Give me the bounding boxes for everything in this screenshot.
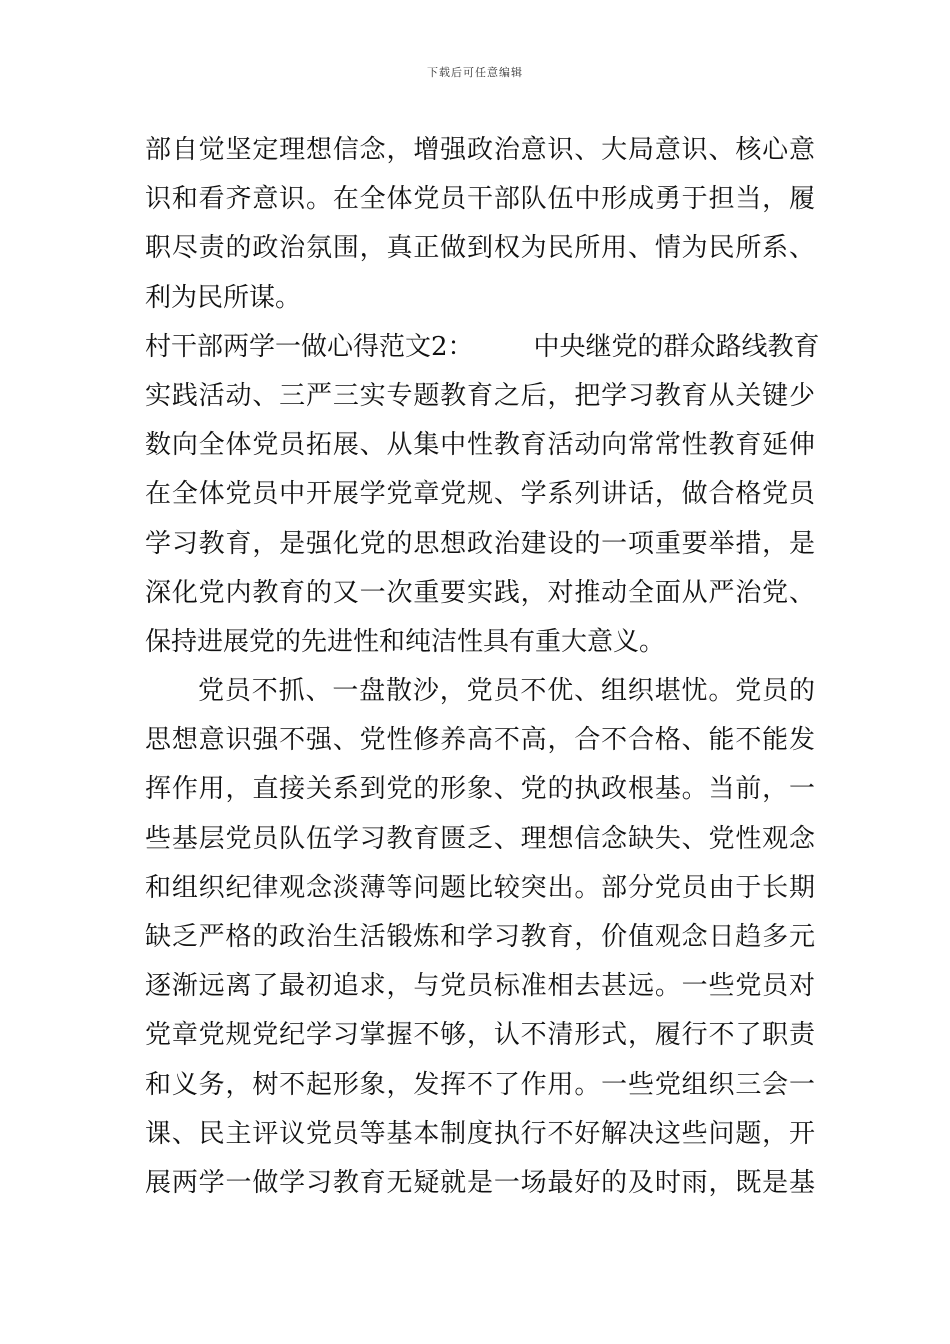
- text-line: 课、民主评议党员等基本制度执行不好解决这些问题，开: [145, 1118, 815, 1149]
- text-line-fragment: 中央继党的群众路线教育: [533, 331, 820, 362]
- text-line: 识和看齐意识。在全体党员干部队伍中形成勇于担当，履: [145, 184, 815, 215]
- text-line: 和义务，树不起形象，发挥不了作用。一些党组织三会一: [145, 1069, 815, 1100]
- text-line: 党章党规党纪学习掌握不够，认不清形式，履行不了职责: [145, 1020, 815, 1051]
- text-line: 深化党内教育的又一次重要实践，对推动全面从严治党、: [145, 577, 815, 608]
- text-line: 展两学一做学习教育无疑就是一场最好的及时雨，既是基: [145, 1167, 815, 1198]
- text-line: 缺乏严格的政治生活锻炼和学习教育，价值观念日趋多元: [145, 922, 815, 952]
- document-body: [145, 126, 820, 1208]
- text-line: 和组织纪律观念淡薄等问题比较突出。部分党员由于长期: [145, 872, 815, 903]
- paragraph-first-line: 党员不抓、一盘散沙，党员不优、组织堪忧。党员的: [198, 676, 815, 707]
- section-heading: 村干部两学一做心得范文2：: [145, 331, 474, 362]
- text-line: 实践活动、三严三实专题教育之后，把学习教育从关键少: [145, 380, 815, 411]
- text-line: 思想意识强不强、党性修养高不高，合不合格、能不能发: [145, 725, 815, 756]
- text-line: 部自觉坚定理想信念，增强政治意识、大局意识、核心意: [145, 135, 815, 165]
- text-line: 数向全体党员拓展、从集中性教育活动向常常性教育延伸: [145, 430, 815, 461]
- text-line: 些基层党员队伍学习教育匮乏、理想信念缺失、党性观念: [145, 823, 815, 854]
- text-line: 保持进展党的先进性和纯洁性具有重大意义。: [145, 626, 666, 657]
- text-line: 职尽责的政治氛围，真正做到权为民所用、情为民所系、: [145, 233, 815, 264]
- text-line: 利为民所谋。: [145, 282, 302, 313]
- text-line: 挥作用，直接关系到党的形象、党的执政根基。当前，一: [145, 774, 815, 805]
- section-heading-line: [145, 323, 820, 372]
- text-line: 在全体党员中开展学党章党规、学系列讲话，做合格党员: [145, 479, 815, 510]
- text-line: 学习教育，是强化党的思想政治建设的一项重要举措，是: [145, 528, 815, 559]
- text-line: 逐渐远离了最初追求，与党员标准相去甚远。一些党员对: [145, 971, 815, 1002]
- page-header: 下载后可任意编辑: [427, 66, 523, 79]
